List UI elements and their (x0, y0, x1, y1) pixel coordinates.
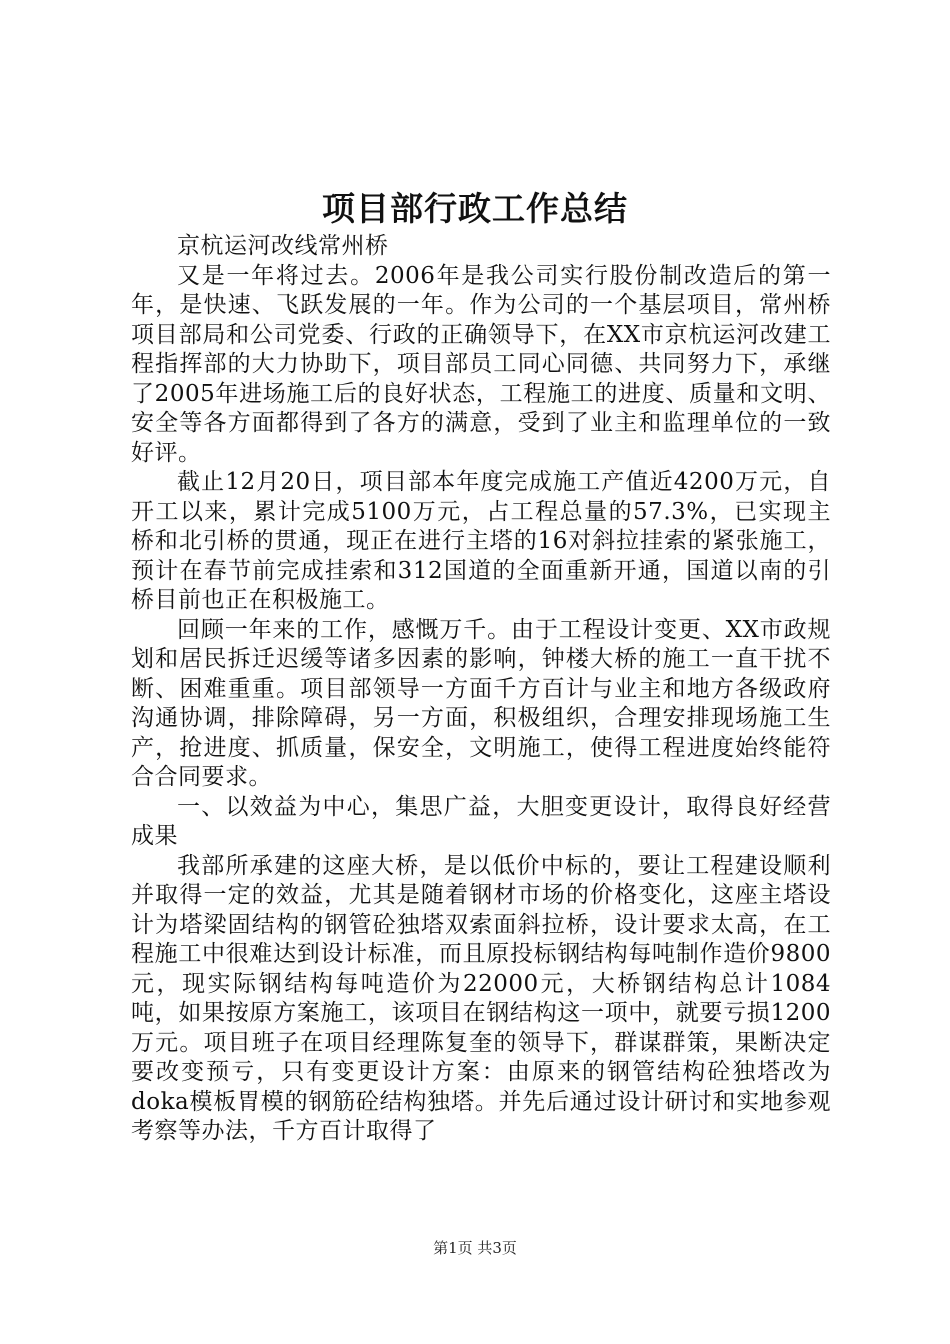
paragraph-progress: 截止12月20日，项目部本年度完成施工产值近4200万元，自开工以来，累计完成5100万元，占工程总量的57.3%，已实现主桥和北引桥的贯通，现正在进行主塔的16对斜拉挂索的紧张施工，预计在春节前完成挂索和312国道的全面重新开通，国道以南的引桥目前也正在积极施工。 (131, 469, 831, 613)
paragraph-intro: 又是一年将过去。2006年是我公司实行股份制改造后的第一年，是快速、飞跃发展的一年。作为公司的一个基层项目，常州桥项目部局和公司党委、行政的正确领导下，在XX市京杭运河改建工程指挥部的大力协助下，项目部员工同心同德、共同努力下，承继了2005年进场施工后的良好状态，工程施工的进度、质量和文明、安全等各方面都得到了各方的满意，受到了业主和监理单位的一致好评。 (131, 262, 831, 466)
document-body (131, 232, 831, 1147)
page-number-footer: 第1页 共3页 (433, 1239, 517, 1257)
paragraph-section-1: 我部所承建的这座大桥，是以低价中标的，要让工程建设顺利并取得一定的效益，尤其是随着钢材市场的价格变化，这座主塔设计为塔梁固结构的钢管砼独塔双索面斜拉桥，设计要求太高，在工程施工中很难达到设计标准，而且原投标钢结构每吨制作造价9800元，现实际钢结构每吨造价为22000元，大桥钢结构总计1084吨，如果按原方案施工，该项目在钢结构这一项中，就要亏损1200万元。项目班子在项目经理陈复奎的领导下，群谋群策，果断决定要改变预亏，只有变更设计方案：由原来的钢管结构砼独塔改为doka模板胃模的钢筋砼结构独塔。并先后通过设计研讨和实地参观考察等办法，千方百计取得了 (131, 852, 831, 1144)
section-heading-1: 一、以效益为中心，集思广益，大胆变更设计，取得良好经营成果 (131, 793, 831, 849)
document-title: 项目部行政工作总结 (322, 189, 628, 228)
paragraph-review: 回顾一年来的工作，感慨万千。由于工程设计变更、XX市政规划和居民拆迁迟缓等诸多因素的影响，钟楼大桥的施工一直干扰不断、困难重重。项目部领导一方面千方百计与业主和地方各级政府沟通协调，排除障碍，另一方面，积极组织，合理安排现场施工生产，抢进度、抓质量，保安全，文明施工，使得工程进度始终能符合合同要求。 (131, 616, 831, 790)
paragraph-subtitle: 京杭运河改线常州桥 (177, 233, 389, 259)
